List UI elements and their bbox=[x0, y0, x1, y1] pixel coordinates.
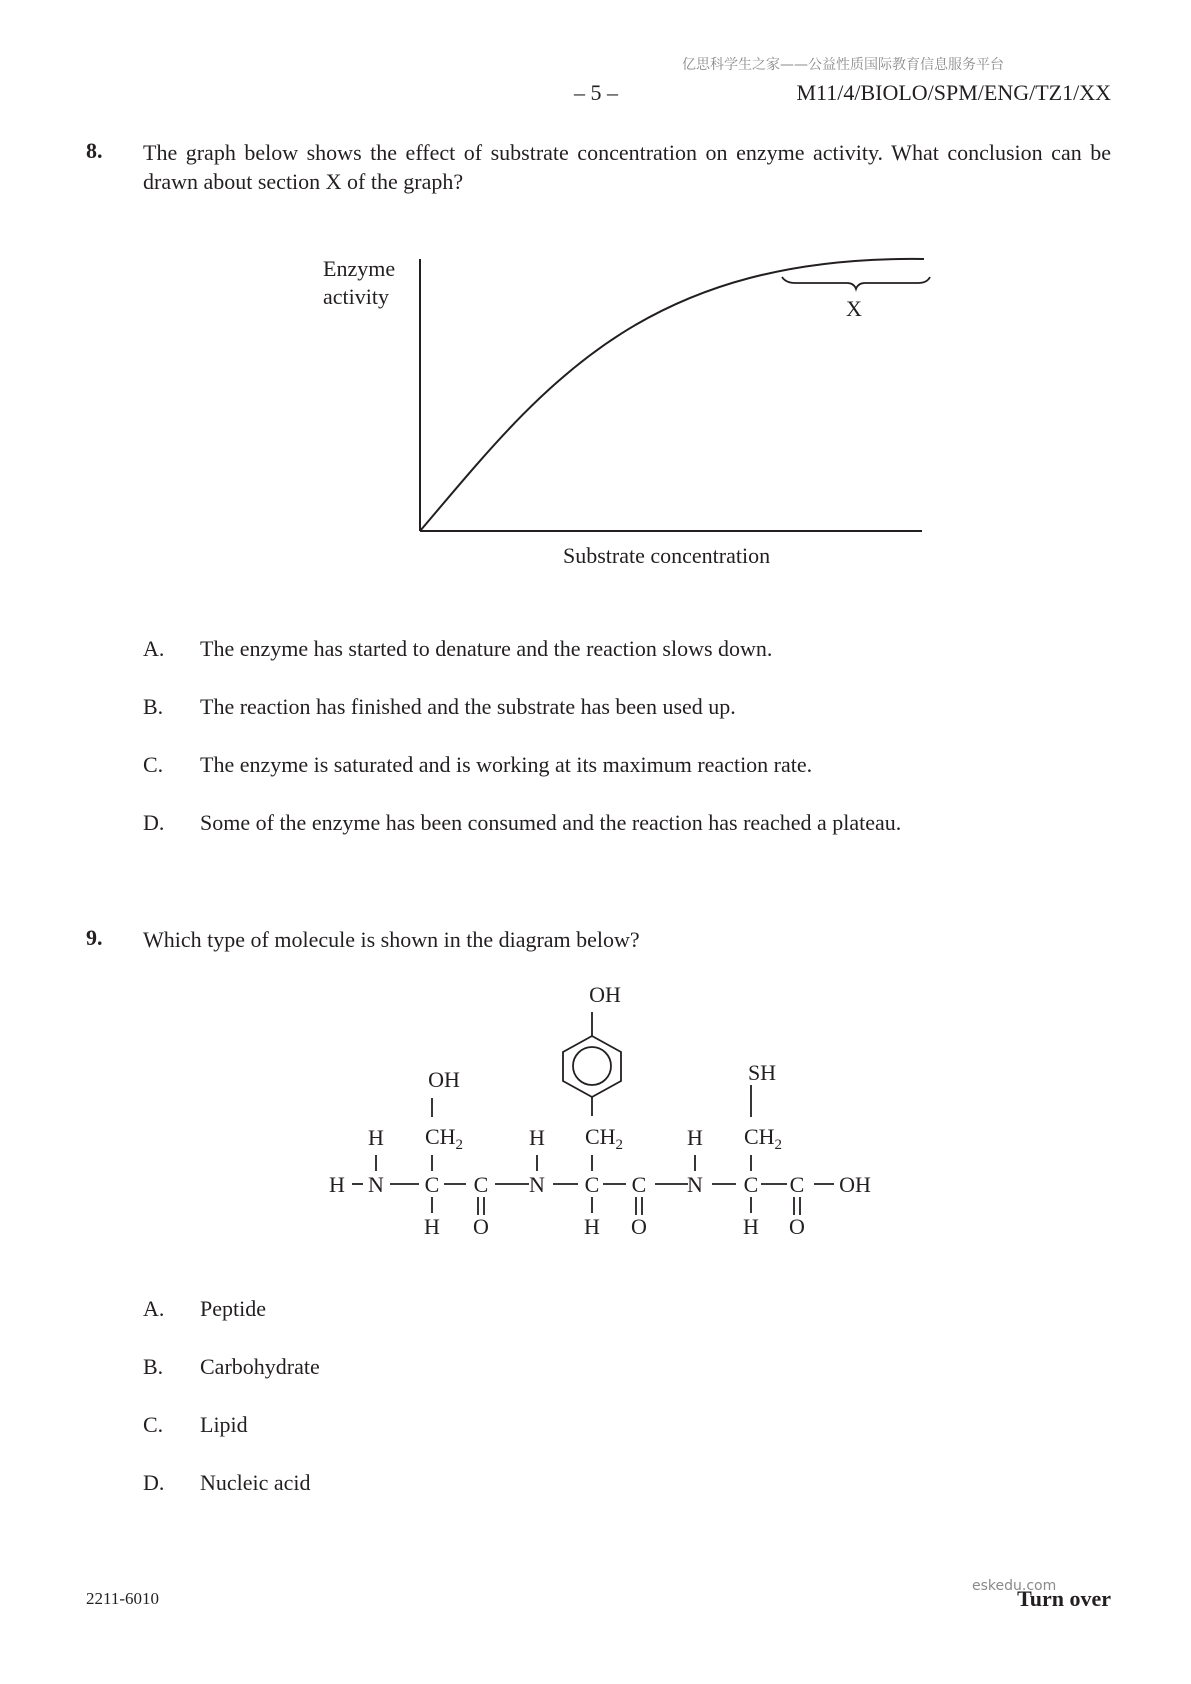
atom-label: C bbox=[789, 1172, 805, 1197]
paper-code: M11/4/BIOLO/SPM/ENG/TZ1/XX bbox=[796, 80, 1111, 105]
atom-label: H bbox=[584, 1214, 600, 1239]
atom-label: H bbox=[368, 1125, 384, 1150]
x-axis-label: Substrate concentration bbox=[563, 543, 771, 568]
atom-label: $CH_2$ bbox=[743, 1124, 783, 1153]
atom-label: H bbox=[687, 1125, 703, 1150]
molecule-labels bbox=[329, 982, 871, 1239]
q8-option-a-text: The enzyme has started to denature and the reaction slows down. bbox=[200, 636, 773, 661]
atom-label: C bbox=[584, 1172, 600, 1197]
question-8-text: The graph below shows the effect of substrate concentration on enzyme activity. What conclusion can be drawn about section X of the graph? bbox=[143, 140, 1111, 194]
atom-label: $CH_2$ bbox=[424, 1124, 464, 1153]
atom-label: O bbox=[789, 1214, 805, 1239]
atom-label: O bbox=[473, 1214, 489, 1239]
y-axis-label-line2: activity bbox=[323, 284, 389, 309]
q8-option-b-text: The reaction has finished and the substrate has been used up. bbox=[200, 694, 736, 719]
q8-option-c-text: The enzyme is saturated and is working at its maximum reaction rate. bbox=[200, 752, 813, 777]
page-number: – 5 – bbox=[574, 80, 618, 105]
section-x-label: X bbox=[846, 296, 862, 321]
atom-label: SH bbox=[747, 1060, 777, 1085]
q9-option-a-letter: A. bbox=[143, 1296, 165, 1321]
q9-option-b-letter: B. bbox=[143, 1354, 164, 1379]
question-9-number: 9. bbox=[86, 925, 103, 950]
atom-label: C bbox=[473, 1172, 489, 1197]
atom-label: OH bbox=[589, 982, 621, 1007]
atom-label: OH bbox=[428, 1067, 460, 1092]
q9-option-d-text: Nucleic acid bbox=[200, 1470, 311, 1495]
q8-option-d-text: Some of the enzyme has been consumed and the reaction has reached a plateau. bbox=[200, 810, 902, 835]
header-watermark: 亿思科学生之家——公益性质国际教育信息服务平台 bbox=[682, 57, 1004, 73]
atom-label: C bbox=[631, 1172, 647, 1197]
q9-option-b-text: Carbohydrate bbox=[200, 1354, 320, 1379]
question-8-number: 8. bbox=[86, 138, 103, 163]
atom-label: OH bbox=[839, 1172, 871, 1197]
q9-option-c-text: Lipid bbox=[200, 1412, 248, 1437]
atom-label: H bbox=[743, 1214, 759, 1239]
atom-label: H bbox=[529, 1125, 545, 1150]
atom-label: O bbox=[631, 1214, 647, 1239]
q8-option-c-letter: C. bbox=[143, 752, 164, 777]
q9-option-c-letter: C. bbox=[143, 1412, 164, 1437]
q8-option-a-letter: A. bbox=[143, 636, 165, 661]
y-axis-label-line1: Enzyme bbox=[323, 256, 396, 281]
footer-code: 2211-6010 bbox=[86, 1589, 160, 1608]
atom-label: H bbox=[329, 1172, 345, 1197]
q8-option-b-letter: B. bbox=[143, 694, 164, 719]
atom-label: H bbox=[424, 1214, 440, 1239]
atom-label: C bbox=[424, 1172, 440, 1197]
q9-option-a-text: Peptide bbox=[200, 1296, 266, 1321]
turn-over: Turn over bbox=[1017, 1586, 1111, 1611]
atom-label: N bbox=[529, 1172, 545, 1197]
footer-watermark: eskedu.com bbox=[972, 1578, 1057, 1594]
atom-label: C bbox=[743, 1172, 759, 1197]
atom-label: $CH_2$ bbox=[584, 1124, 624, 1153]
q8-option-d-letter: D. bbox=[143, 810, 165, 835]
question-9-text: Which type of molecule is shown in the diagram below? bbox=[143, 927, 640, 952]
atom-label: N bbox=[368, 1172, 384, 1197]
q9-option-d-letter: D. bbox=[143, 1470, 165, 1495]
atom-label: N bbox=[687, 1172, 703, 1197]
